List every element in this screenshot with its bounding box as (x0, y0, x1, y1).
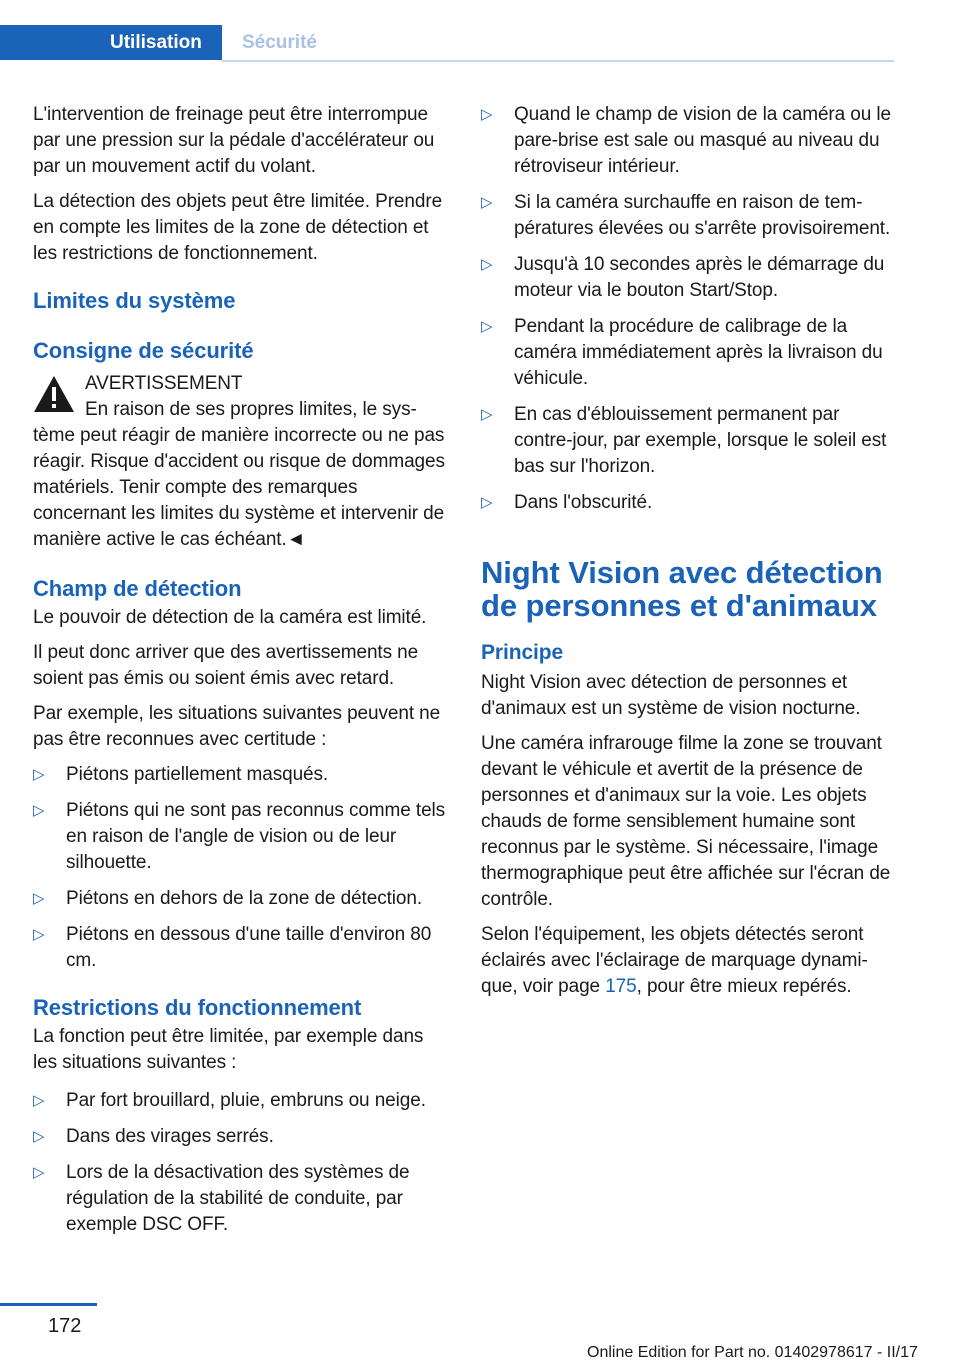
heading-champ: Champ de détection (33, 576, 242, 601)
heading-night-vision: Night Vision avec détection de personnes et d'animaux (481, 555, 883, 623)
list-item: ▷ Piétons en dehors de la zone de détection. (33, 886, 451, 912)
header-divider (222, 60, 894, 62)
list-item: ▷ Par fort brouillard, pluie, embruns ou neige. (33, 1088, 451, 1114)
right-column (481, 102, 895, 1009)
bullet-icon: ▷ (33, 890, 45, 907)
heading-restrictions: Restrictions du fonctionnement (33, 995, 362, 1020)
paragraph: La fonction peut être limitée, par exemple dans les situations suivantes : (33, 1026, 424, 1073)
bullet-icon: ▷ (481, 256, 493, 273)
bullet-icon: ▷ (33, 802, 45, 819)
restrictions-list (33, 1088, 451, 1238)
page-link[interactable]: 175 (605, 976, 637, 997)
edition-text: Online Edition for Part no. 01402978617 - II/17 (587, 1344, 918, 1361)
paragraph: La détection des objets peut être limitée. Prendre en compte les limites de la zone de détection et les restrictions de fonctionnement. (33, 191, 443, 264)
paragraph: Le pouvoir de détection de la caméra est limité. (33, 607, 427, 628)
bullet-icon: ▷ (481, 406, 493, 423)
warning-title: AVERTISSEMENT (85, 373, 243, 394)
paragraph: Il peut donc arriver que des avertissements ne soient pas émis ou soient émis avec retard. (33, 642, 419, 689)
bullet-icon: ▷ (33, 766, 45, 783)
paragraph: Night Vision avec détection de personnes et d'animaux est un système de vision nocturne. (481, 672, 861, 719)
tab-securite[interactable]: Sécurité (242, 32, 317, 53)
list-item: ▷ Piétons qui ne sont pas reconnus comme tels en raison de l'angle de vision ou de leur silhouette. (33, 800, 446, 873)
list-item: ▷ Lors de la désactivation des systèmes de régulation de la stabilité de conduite, par exemple DSC OFF. (33, 1162, 410, 1235)
tab-utilisation[interactable]: Utilisation (0, 25, 222, 60)
header-bar (0, 0, 960, 62)
bullet-icon: ▷ (481, 106, 493, 123)
bullet-icon: ▷ (481, 318, 493, 335)
bullet-icon: ▷ (33, 1092, 45, 1109)
list-item: ▷ Dans des virages serrés. (33, 1124, 451, 1150)
paragraph: L'intervention de freinage peut être interrompue par une pression sur la pédale d'accélérateur ou par un mouvement actif du volant. (33, 104, 435, 177)
page-number: 172 (48, 1315, 82, 1337)
list-item: ▷ Quand le champ de vision de la caméra ou le pare-brise est sale ou masqué au niveau du rétroviseur intérieur. (481, 104, 891, 177)
bullet-icon: ▷ (481, 494, 493, 511)
bullet-icon: ▷ (33, 1164, 45, 1181)
list-item: ▷ Dans l'obscurité. (481, 490, 895, 516)
restrictions-list-continued (481, 102, 895, 516)
list-item: ▷ Pendant la procédure de calibrage de la caméra immédiatement après la livraison du véhicule. (481, 316, 883, 389)
bullet-icon: ▷ (33, 926, 45, 943)
bullet-icon: ▷ (481, 194, 493, 211)
bullet-icon: ▷ (33, 1128, 45, 1145)
paragraph: Selon l'équipement, les objets détectés seront éclairés avec l'éclairage de marquage dynamique, voir page 175, pour être mieux repérés. (481, 924, 868, 997)
paragraph: Une caméra infrarouge filme la zone se trouvant devant le véhicule et avertit de la présence de personnes et d'animaux sur la voie. Les objets chauds de forme sensiblement humaine sont reconnus par le système. Si nécessaire, l'image thermographique peut être affichée sur l'écran de contrôle. (481, 733, 891, 910)
paragraph: Par exemple, les situations suivantes peuvent ne pas être reconnues avec certitude : (33, 703, 441, 750)
heading-consigne: Consigne de sécurité (33, 338, 254, 363)
list-item: ▷ Si la caméra surchauffe en raison de températures élevées ou s'arrête provisoirement. (481, 192, 891, 239)
warning-text: En raison de ses propres limites, le système peut réagir de manière incorrecte ou ne pas réagir. Risque d'accident ou risque de dommages matériels. Tenir compte des remarques concernant les limites du système et intervenir de manière active le cas échéant.◄ (33, 399, 445, 550)
warning-block (33, 371, 451, 397)
warning-icon (33, 375, 75, 413)
list-item: ▷ Piétons en dessous d'une taille d'environ 80 cm. (33, 924, 432, 971)
list-item: ▷ En cas d'éblouissement permanent par contre-jour, par exemple, lorsque le soleil est bas sur l'horizon. (481, 404, 887, 477)
left-column (33, 102, 451, 1248)
heading-principe: Principe (481, 641, 564, 664)
heading-limites: Limites du système (33, 288, 236, 313)
list-item: ▷ Piétons partiellement masqués. (33, 762, 451, 788)
list-item: ▷ Jusqu'à 10 secondes après le démarrage du moteur via le bouton Start/Stop. (481, 254, 885, 301)
detection-list (33, 762, 451, 974)
footer-rule (0, 1303, 97, 1306)
